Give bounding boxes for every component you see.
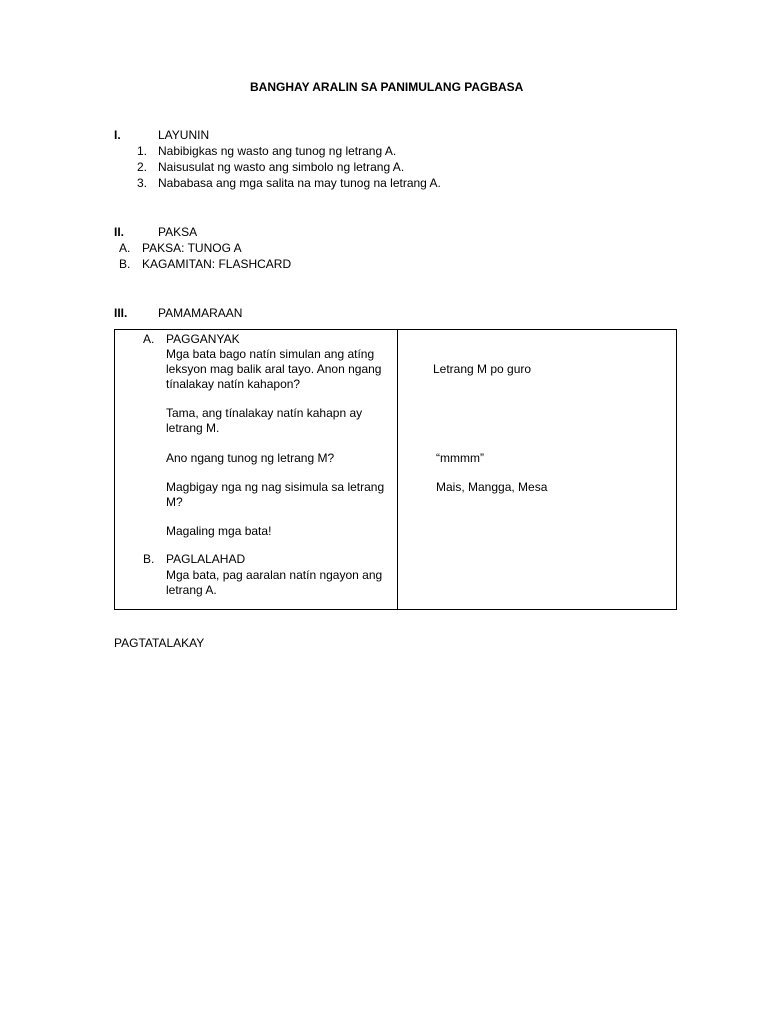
ano-question: Ano ngang tunog ng letrang M? (166, 451, 335, 465)
document-title: BANGHAY ARALIN SA PANIMULANG PAGBASA (250, 80, 524, 94)
topic-text-a: PAKSA: TUNOG A (142, 241, 242, 255)
topic-letter-a: A. (119, 241, 131, 255)
magbigay-line-1: Magbigay nga ng nag sisimula sa letrang (166, 480, 385, 494)
section-i-numeral: I. (114, 128, 121, 142)
pagtatalakay-heading: PAGTATALAKAY (114, 636, 205, 650)
paglalahad-line-2: letrang A. (166, 583, 217, 597)
paglalahad-line-1: Mga bata, pag aaralan natín ngayon ang (166, 568, 383, 582)
answer-letrang-m: Letrang M po guro (433, 362, 532, 376)
objective-text-2: Naisusulat ng wasto ang simbolo ng letrang A. (158, 160, 405, 174)
pagganyak-letter: A. (143, 332, 155, 346)
pagganyak-line-2: leksyon mag balik aral tayo. Anon ngang (166, 362, 382, 376)
pagganyak-line-3: tínalakay natín kahapon? (166, 377, 301, 391)
pagganyak-heading: PAGGANYAK (166, 332, 240, 346)
topic-text-b: KAGAMITAN: FLASHCARD (142, 257, 292, 271)
section-ii-heading: PAKSA (158, 225, 198, 239)
paglalahad-heading: PAGLALAHAD (166, 552, 246, 566)
tama-line-2: letrang M. (166, 421, 220, 435)
section-i-heading: LAYUNIN (158, 128, 210, 142)
topic-letter-b: B. (119, 257, 131, 271)
objective-text-1: Nabibigkas ng wasto ang tunog ng letrang A. (158, 144, 397, 158)
answer-mais-mangga-mesa: Mais, Mangga, Mesa (436, 480, 548, 494)
section-iii-heading: PAMAMARAAN (158, 306, 243, 320)
objective-num-1: 1. (137, 144, 148, 158)
paglalahad-letter: B. (143, 552, 155, 566)
magbigay-line-2: M? (166, 495, 183, 509)
table-column-divider (397, 330, 398, 609)
magaling-text: Magaling mga bata! (166, 524, 272, 538)
section-ii-numeral: II. (114, 225, 125, 239)
tama-line-1: Tama, ang tínalakay natín kahapn ay (166, 406, 363, 420)
objective-text-3: Nababasa ang mga salita na may tunog na letrang A. (158, 176, 441, 190)
answer-mmmm: “mmmm” (436, 451, 484, 465)
section-iii-numeral: III. (114, 306, 128, 320)
objective-num-2: 2. (137, 160, 148, 174)
objective-num-3: 3. (137, 176, 148, 190)
procedure-table (114, 329, 677, 610)
pagganyak-line-1: Mga bata bago natín simulan ang atíng (166, 347, 375, 361)
